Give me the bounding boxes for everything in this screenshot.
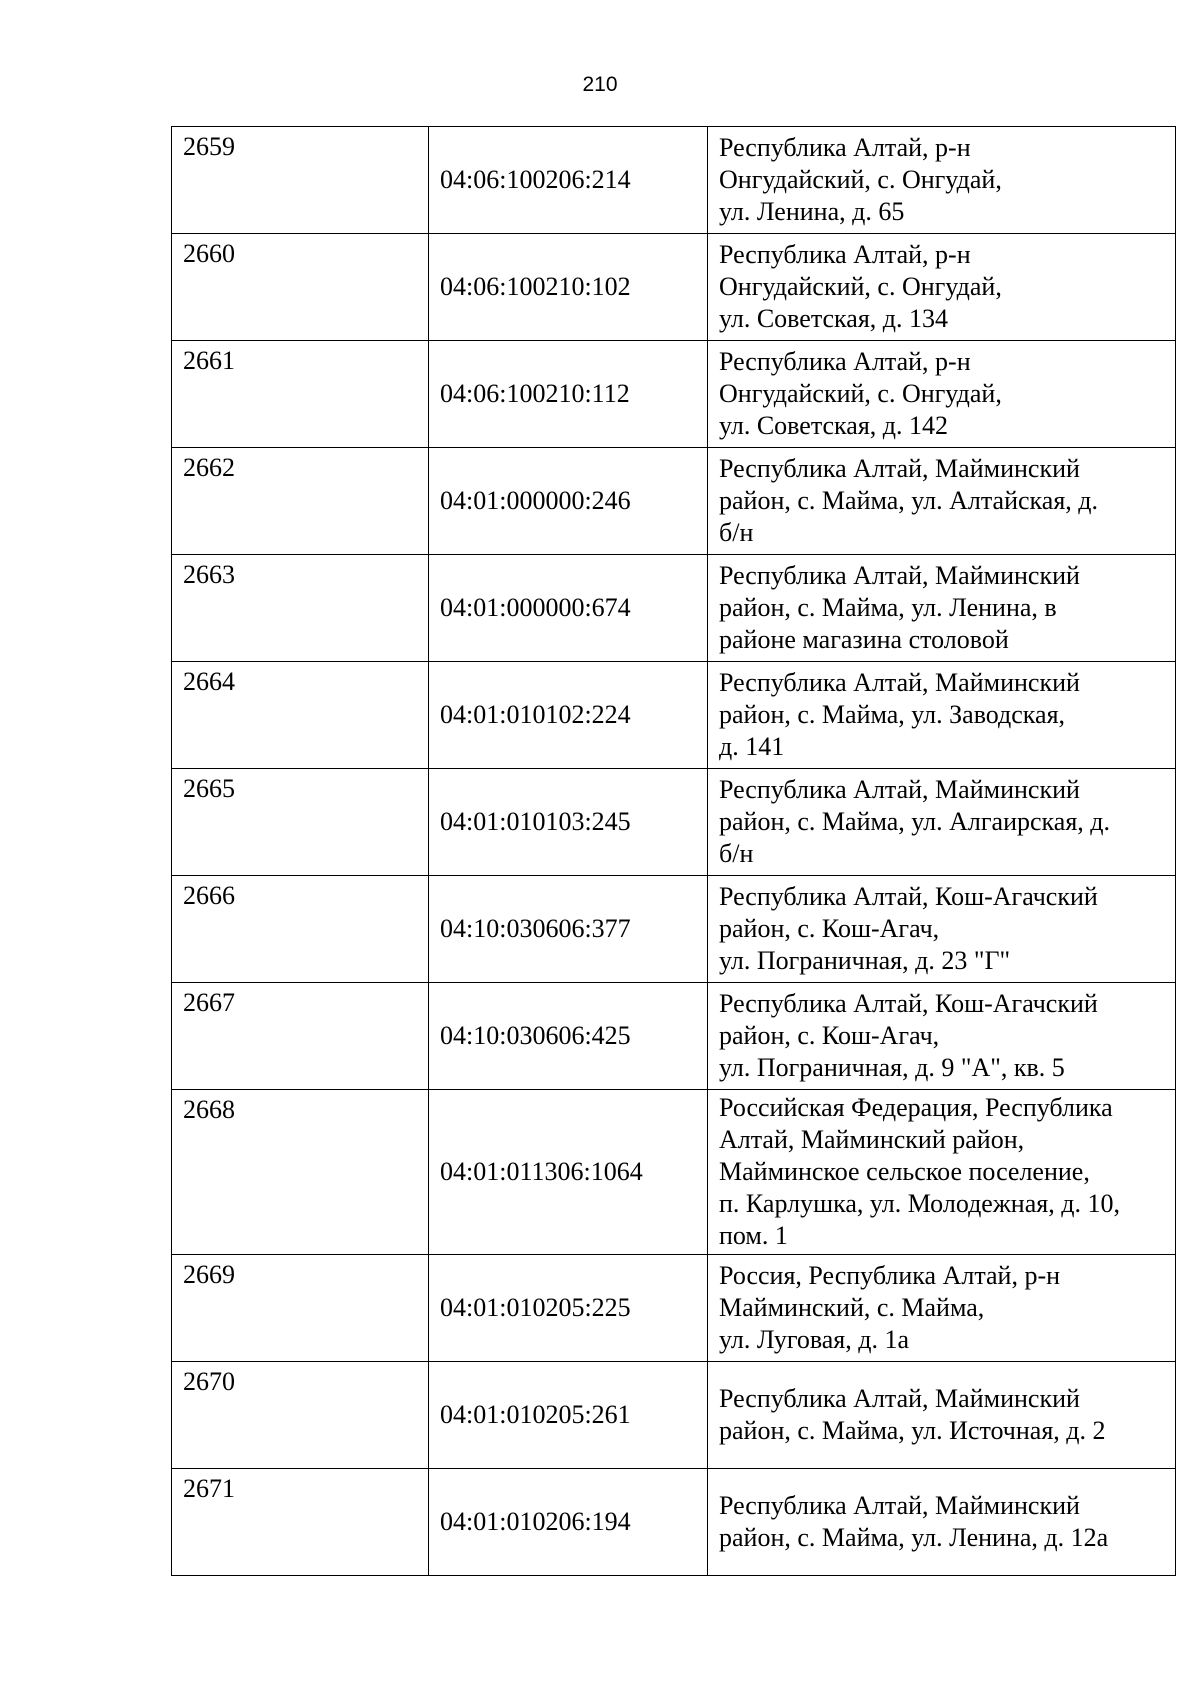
table-row [172, 234, 1176, 341]
address-line: ул. Луговая, д. 1а [719, 1325, 910, 1354]
row-number: 2666 [172, 876, 429, 983]
address-line: Онгудайский, с. Онгудай, [719, 379, 1002, 408]
table-row [172, 769, 1176, 876]
row-number: 2669 [172, 1255, 429, 1362]
page-number: 210 [582, 73, 618, 96]
address-line: ул. Пограничная, д. 9 "А", кв. 5 [719, 1053, 1065, 1082]
address-line: пом. 1 [719, 1221, 788, 1250]
address-line: район, с. Майма, ул. Заводская, [719, 700, 1066, 729]
cadastral-number: 04:06:100206:214 [429, 127, 708, 234]
table-row [172, 555, 1176, 662]
table-row [172, 1469, 1176, 1576]
row-number: 2660 [172, 234, 429, 341]
cadastral-number: 04:06:100210:102 [429, 234, 708, 341]
address-line: районе магазина столовой [719, 625, 1009, 654]
address-line: п. Карлушка, ул. Молодежная, д. 10, [719, 1189, 1120, 1218]
address-line: ул. Советская, д. 134 [719, 304, 949, 333]
cadastral-number: 04:06:100210:112 [429, 341, 708, 448]
address-line: ул. Ленина, д. 65 [719, 197, 905, 226]
address-cell [708, 769, 1176, 876]
row-number: 2662 [172, 448, 429, 555]
registry-table-body [172, 127, 1176, 1576]
address-line: Республика Алтай, р-н [719, 240, 971, 269]
address-line: д. 141 [719, 732, 785, 761]
row-number: 2663 [172, 555, 429, 662]
address-line: ул. Пограничная, д. 23 "Г" [719, 946, 1011, 975]
address-cell [708, 662, 1176, 769]
table-row [172, 983, 1176, 1090]
cadastral-number: 04:10:030606:425 [429, 983, 708, 1090]
address-line: Республика Алтай, Майминский [719, 561, 1080, 590]
registry-table [171, 126, 1176, 1576]
row-number: 2664 [172, 662, 429, 769]
address-line: район, с. Майма, ул. Ленина, д. 12а [719, 1523, 1109, 1552]
address-line: район, с. Майма, ул. Алгаирская, д. [719, 807, 1111, 836]
address-line: район, с. Кош-Агач, [719, 1021, 940, 1050]
cadastral-number: 04:01:010206:194 [429, 1469, 708, 1576]
table-row [172, 876, 1176, 983]
cadastral-number: 04:10:030606:377 [429, 876, 708, 983]
address-cell [708, 1469, 1176, 1576]
row-number: 2670 [172, 1362, 429, 1469]
table-row [172, 1090, 1176, 1255]
address-line: Онгудайский, с. Онгудай, [719, 165, 1002, 194]
address-line: б/н [719, 518, 754, 547]
address-line: Республика Алтай, Майминский [719, 775, 1080, 804]
cadastral-number: 04:01:010205:261 [429, 1362, 708, 1469]
address-cell [708, 234, 1176, 341]
address-cell [708, 448, 1176, 555]
cadastral-number: 04:01:010205:225 [429, 1255, 708, 1362]
address-line: район, с. Майма, ул. Алтайская, д. [719, 486, 1099, 515]
cadastral-number: 04:01:010103:245 [429, 769, 708, 876]
address-cell [708, 1090, 1176, 1255]
address-cell [708, 983, 1176, 1090]
address-cell [708, 555, 1176, 662]
table-row [172, 1362, 1176, 1469]
cadastral-number: 04:01:011306:1064 [429, 1090, 708, 1255]
address-line: Республика Алтай, р-н [719, 347, 971, 376]
address-line: ул. Советская, д. 142 [719, 411, 949, 440]
cadastral-number: 04:01:000000:246 [429, 448, 708, 555]
row-number: 2668 [172, 1090, 429, 1255]
cadastral-number: 04:01:010102:224 [429, 662, 708, 769]
address-cell [708, 341, 1176, 448]
address-line: Россия, Республика Алтай, р-н [719, 1261, 1061, 1290]
row-number: 2667 [172, 983, 429, 1090]
table-row [172, 1255, 1176, 1362]
cadastral-number: 04:01:000000:674 [429, 555, 708, 662]
address-line: Республика Алтай, Майминский [719, 1491, 1080, 1520]
address-line: б/н [719, 839, 754, 868]
table-row [172, 127, 1176, 234]
address-line: Майминское сельское поселение, [719, 1157, 1090, 1186]
address-line: Российская Федерация, Республика [719, 1093, 1113, 1122]
row-number: 2659 [172, 127, 429, 234]
address-cell [708, 1255, 1176, 1362]
row-number: 2671 [172, 1469, 429, 1576]
table-row [172, 662, 1176, 769]
address-cell [708, 127, 1176, 234]
address-line: Республика Алтай, Кош-Агачский [719, 989, 1098, 1018]
address-line: район, с. Майма, ул. Источная, д. 2 [719, 1416, 1106, 1445]
address-line: Республика Алтай, Кош-Агачский [719, 882, 1098, 911]
row-number: 2661 [172, 341, 429, 448]
row-number: 2665 [172, 769, 429, 876]
table-row [172, 448, 1176, 555]
address-line: район, с. Кош-Агач, [719, 914, 940, 943]
address-line: Республика Алтай, Майминский [719, 454, 1080, 483]
address-cell [708, 876, 1176, 983]
address-cell [708, 1362, 1176, 1469]
address-line: район, с. Майма, ул. Ленина, в [719, 593, 1057, 622]
address-line: Республика Алтай, р-н [719, 133, 971, 162]
address-line: Алтай, Майминский район, [719, 1125, 1025, 1154]
address-line: Республика Алтай, Майминский [719, 1384, 1080, 1413]
table-row [172, 341, 1176, 448]
address-line: Республика Алтай, Майминский [719, 668, 1080, 697]
address-line: Майминский, с. Майма, [719, 1293, 985, 1322]
address-line: Онгудайский, с. Онгудай, [719, 272, 1002, 301]
